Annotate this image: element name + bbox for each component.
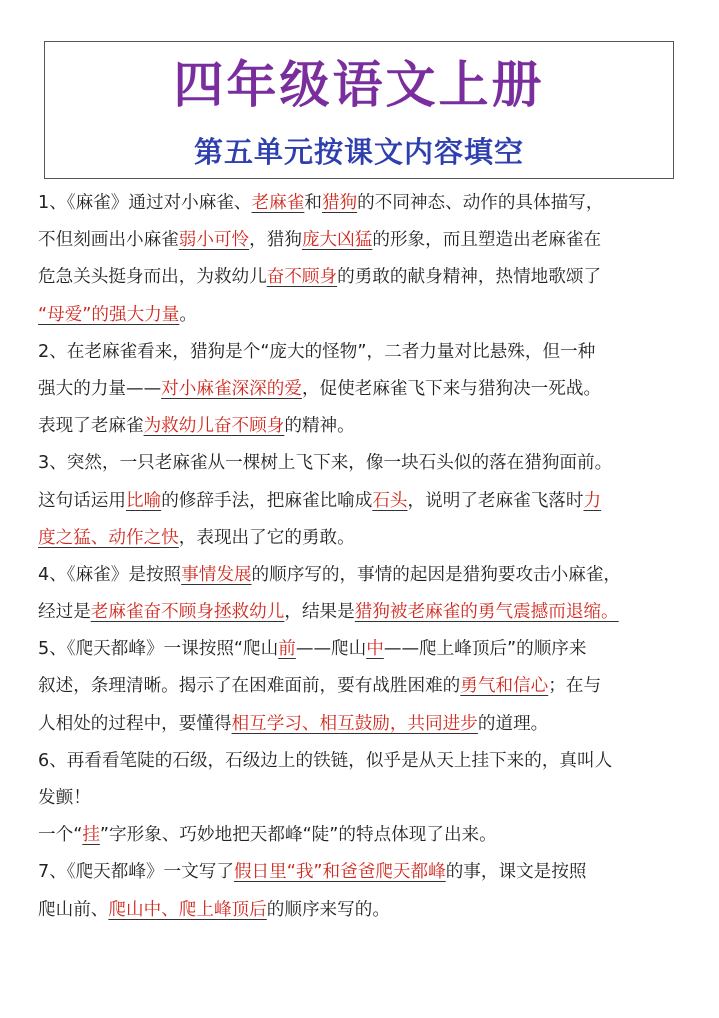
text-line (38, 854, 690, 891)
answer-fill: 弱小可怜 (178, 230, 250, 251)
question-text: 的精神。 (284, 416, 355, 437)
question-item (38, 557, 690, 631)
answer-fill: 挂 (82, 825, 100, 846)
text-line (38, 594, 690, 631)
answer-fill: 力 (583, 490, 602, 511)
answer-fill: 庞大凶猛 (301, 230, 373, 251)
page-subtitle: 第五单元按课文内容填空 (193, 135, 524, 169)
question-item (38, 185, 690, 334)
text-line (38, 259, 690, 296)
question-text: ，促使老麻雀飞下来与猎狗决一死战。 (301, 378, 602, 399)
question-text: 的事，课文是按照 (445, 862, 587, 883)
question-item (38, 854, 690, 928)
question-text: 表现了老麻雀 (38, 416, 144, 437)
question-text: 的修辞手法，把麻雀比喻成 (161, 490, 373, 511)
answer-fill: 相互学习、相互鼓励，共同进步 (231, 713, 478, 734)
answer-fill: 老麻雀奋不顾身拯救幼儿 (90, 602, 285, 623)
answer-fill: 中 (366, 639, 384, 660)
question-text: 爬山前、 (38, 899, 109, 920)
text-line (38, 297, 690, 334)
question-text: 2、在老麻雀看来，猎狗是个“庞大的怪物”，二者力量对比悬殊，但一种 (38, 341, 596, 362)
text-line (38, 557, 690, 594)
answer-fill: “母爱”的强大力量 (38, 304, 180, 325)
answer-fill: 勇气和信心 (460, 676, 549, 697)
page-title: 四年级语文上册 (173, 56, 545, 114)
text-line (38, 483, 690, 520)
answer-fill: 猎狗被老麻雀的勇气震撼而退缩。 (354, 602, 619, 623)
question-text: 的不同神态、动作的具体描写， (357, 193, 604, 213)
text-line (38, 706, 690, 743)
question-text: 的顺序写的，事情的起因是猎狗要攻击小麻雀， (251, 564, 622, 585)
question-text: ，表现出了它的勇敢。 (178, 527, 355, 548)
question-text: 1、《麻雀》通过对小麻雀、 (38, 193, 252, 213)
question-text: ，结果是 (284, 602, 355, 623)
question-text: 危急关头挺身而出，为救幼儿 (38, 267, 267, 288)
question-text: 3、突然，一只老麻雀从一棵树上飞下来，像一块石头似的落在猎狗面前。 (38, 453, 613, 474)
question-text: ；在与 (548, 676, 602, 697)
answer-fill: 老麻雀 (251, 193, 305, 213)
title-box (44, 41, 674, 179)
answer-fill: 石头 (372, 490, 408, 511)
answer-fill: 事情发展 (181, 564, 252, 585)
answer-fill: 奋不顾身 (266, 267, 338, 288)
text-line (38, 892, 690, 929)
question-text: 。 (179, 304, 197, 325)
text-line (38, 631, 690, 668)
fill-in-content (38, 185, 690, 929)
question-text: 4、《麻雀》是按照 (38, 564, 182, 585)
text-line (38, 743, 690, 780)
question-text: 7、《爬天都峰》一文写了 (38, 862, 234, 883)
text-line (38, 185, 690, 222)
text-line (38, 780, 690, 817)
text-line (38, 408, 690, 445)
answer-fill: 度之猛、动作之快 (38, 527, 179, 548)
text-line (38, 371, 690, 408)
answer-fill: 比喻 (125, 490, 162, 511)
text-line (38, 445, 690, 482)
answer-fill: 前 (278, 639, 296, 660)
question-item (38, 334, 690, 446)
question-text: 的道理。 (477, 713, 549, 734)
question-item (38, 631, 690, 743)
question-text: ，猎狗 (249, 230, 302, 251)
question-text: 这句话运用 (38, 490, 126, 511)
answer-fill: 爬山中、爬上峰顶后 (108, 899, 267, 920)
question-text: 强大的力量—— (38, 378, 162, 399)
text-line (38, 817, 690, 854)
question-text: 5、《爬天都峰》一课按照“爬山 (38, 639, 279, 660)
answer-fill: 为救幼儿奋不顾身 (143, 416, 285, 437)
question-text: 的形象，而且塑造出老麻雀在 (372, 230, 602, 251)
answer-fill: 猎狗 (321, 193, 358, 213)
question-text: ——爬上峰顶后”的顺序来 (383, 639, 587, 660)
question-item (38, 743, 690, 855)
question-text: 6、再看看笔陡的石级，石级边上的铁链，似乎是从天上挂下来的，真叫人 (38, 750, 613, 771)
question-text: 不但刻画出小麻雀 (38, 230, 179, 251)
question-text: 人相处的过程中，要懂得 (38, 713, 232, 734)
answer-fill: 假日里“我”和爸爸爬天都峰 (233, 862, 446, 883)
text-line (38, 520, 690, 557)
question-text: 的顺序来写的。 (266, 899, 390, 920)
question-text: 叙述，条理清晰。揭示了在困难面前，要有战胜困难的 (38, 676, 461, 697)
question-text: 和 (304, 193, 322, 213)
question-text: 发颤！ (38, 788, 91, 808)
question-text: ”字形象、巧妙地把天都峰“陡”的特点体现了出来。 (99, 825, 497, 846)
question-text: ，说明了老麻雀飞落时 (407, 490, 584, 511)
answer-fill: 对小麻雀深深的爱 (161, 378, 302, 399)
text-line (38, 334, 690, 371)
question-item (38, 445, 690, 557)
question-text: 一个“ (38, 825, 83, 846)
question-text: ——爬山 (295, 639, 367, 660)
question-text: 经过是 (38, 602, 91, 623)
text-line (38, 668, 690, 705)
question-text: 的勇敢的献身精神，热情地歌颂了 (337, 267, 602, 288)
text-line (38, 222, 690, 259)
